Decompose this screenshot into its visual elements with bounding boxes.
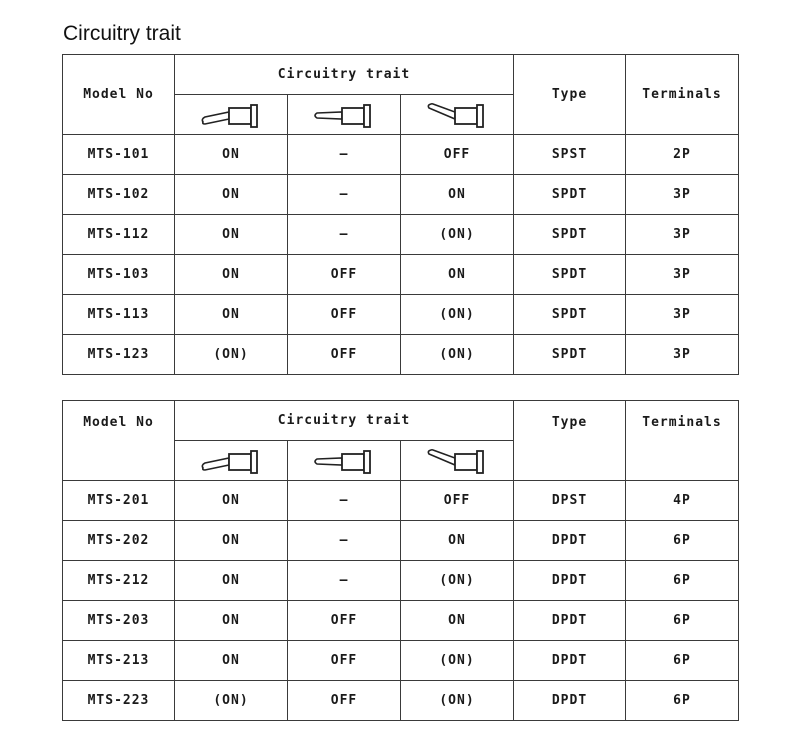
position-1-value: ON: [175, 255, 288, 295]
position-1-value: ON: [175, 215, 288, 255]
position-2-value: OFF: [288, 601, 401, 641]
page-title: Circuitry trait: [63, 22, 181, 45]
position-1-value: ON: [175, 641, 288, 681]
position-3-value: OFF: [401, 135, 514, 175]
table-row: [63, 641, 739, 681]
type-cell: DPDT: [514, 641, 626, 681]
position-3-value: ON: [401, 175, 514, 215]
model-cell: MTS-212: [63, 561, 175, 601]
position-1-value: ON: [175, 135, 288, 175]
position-3-value: (ON): [401, 335, 514, 375]
position-2-value: —: [288, 561, 401, 601]
type-cell: DPDT: [514, 561, 626, 601]
position-1-value: ON: [175, 561, 288, 601]
type-cell: DPST: [514, 481, 626, 521]
position-2-value: OFF: [288, 641, 401, 681]
position-3-value: ON: [401, 601, 514, 641]
table-row: [63, 175, 739, 215]
terminals-cell: 6P: [626, 521, 739, 561]
type-cell: SPDT: [514, 175, 626, 215]
circuitry-trait-header: Circuitry trait: [175, 55, 514, 95]
terminals-cell: 3P: [626, 295, 739, 335]
model-no-header: Model No: [63, 401, 175, 481]
position-3-cell: [401, 95, 514, 135]
model-cell: MTS-213: [63, 641, 175, 681]
model-cell: MTS-202: [63, 521, 175, 561]
position-1-cell: [175, 95, 288, 135]
terminals-header: Terminals: [626, 55, 739, 135]
terminals-cell: 6P: [626, 601, 739, 641]
terminals-cell: 4P: [626, 481, 739, 521]
position-3-value: (ON): [401, 681, 514, 721]
position-1-value: ON: [175, 175, 288, 215]
terminals-cell: 6P: [626, 681, 739, 721]
terminals-cell: 3P: [626, 215, 739, 255]
position-3-value: OFF: [401, 481, 514, 521]
terminals-cell: 3P: [626, 255, 739, 295]
position-1-value: ON: [175, 521, 288, 561]
type-cell: SPDT: [514, 215, 626, 255]
type-cell: DPDT: [514, 521, 626, 561]
spec-table-1: [62, 54, 739, 375]
table-row: [63, 521, 739, 561]
model-cell: MTS-101: [63, 135, 175, 175]
toggle-lever-center-icon: [312, 102, 376, 128]
position-2-value: OFF: [288, 295, 401, 335]
toggle-lever-up-icon: [425, 102, 489, 128]
model-cell: MTS-113: [63, 295, 175, 335]
position-3-value: (ON): [401, 215, 514, 255]
model-cell: MTS-123: [63, 335, 175, 375]
position-2-value: —: [288, 521, 401, 561]
position-3-cell: [401, 441, 514, 481]
table-row: [63, 295, 739, 335]
position-2-cell: [288, 95, 401, 135]
position-2-value: —: [288, 215, 401, 255]
type-cell: SPDT: [514, 295, 626, 335]
type-cell: SPDT: [514, 255, 626, 295]
type-header: Type: [514, 401, 626, 481]
toggle-lever-down-icon: [199, 102, 263, 128]
terminals-cell: 6P: [626, 561, 739, 601]
table-row: [63, 335, 739, 375]
type-cell: DPDT: [514, 601, 626, 641]
header-row: [63, 401, 739, 441]
toggle-lever-center-icon: [312, 448, 376, 474]
model-cell: MTS-223: [63, 681, 175, 721]
terminals-cell: 6P: [626, 641, 739, 681]
position-3-value: ON: [401, 255, 514, 295]
table-row: [63, 601, 739, 641]
circuitry-trait-header: Circuitry trait: [175, 401, 514, 441]
position-2-value: —: [288, 481, 401, 521]
model-cell: MTS-103: [63, 255, 175, 295]
terminals-cell: 3P: [626, 335, 739, 375]
toggle-lever-up-icon: [425, 448, 489, 474]
position-1-value: ON: [175, 601, 288, 641]
position-2-value: OFF: [288, 681, 401, 721]
type-cell: DPDT: [514, 681, 626, 721]
table-row: [63, 135, 739, 175]
position-3-value: ON: [401, 521, 514, 561]
model-cell: MTS-102: [63, 175, 175, 215]
table-row: [63, 561, 739, 601]
table-row: [63, 215, 739, 255]
position-2-value: —: [288, 135, 401, 175]
position-1-value: ON: [175, 481, 288, 521]
position-3-value: (ON): [401, 641, 514, 681]
position-2-value: OFF: [288, 255, 401, 295]
table-row: [63, 255, 739, 295]
position-1-value: (ON): [175, 335, 288, 375]
terminals-header: Terminals: [626, 401, 739, 481]
type-cell: SPDT: [514, 335, 626, 375]
position-2-value: OFF: [288, 335, 401, 375]
position-2-cell: [288, 441, 401, 481]
position-3-value: (ON): [401, 561, 514, 601]
position-2-value: —: [288, 175, 401, 215]
table-row: [63, 681, 739, 721]
model-cell: MTS-201: [63, 481, 175, 521]
type-header: Type: [514, 55, 626, 135]
terminals-cell: 2P: [626, 135, 739, 175]
model-no-header: Model No: [63, 55, 175, 135]
terminals-cell: 3P: [626, 175, 739, 215]
toggle-lever-down-icon: [199, 448, 263, 474]
model-cell: MTS-203: [63, 601, 175, 641]
type-cell: SPST: [514, 135, 626, 175]
position-1-value: ON: [175, 295, 288, 335]
position-3-value: (ON): [401, 295, 514, 335]
position-1-value: (ON): [175, 681, 288, 721]
spec-table-2: [62, 400, 739, 721]
table-row: [63, 481, 739, 521]
position-1-cell: [175, 441, 288, 481]
header-row: [63, 55, 739, 95]
model-cell: MTS-112: [63, 215, 175, 255]
